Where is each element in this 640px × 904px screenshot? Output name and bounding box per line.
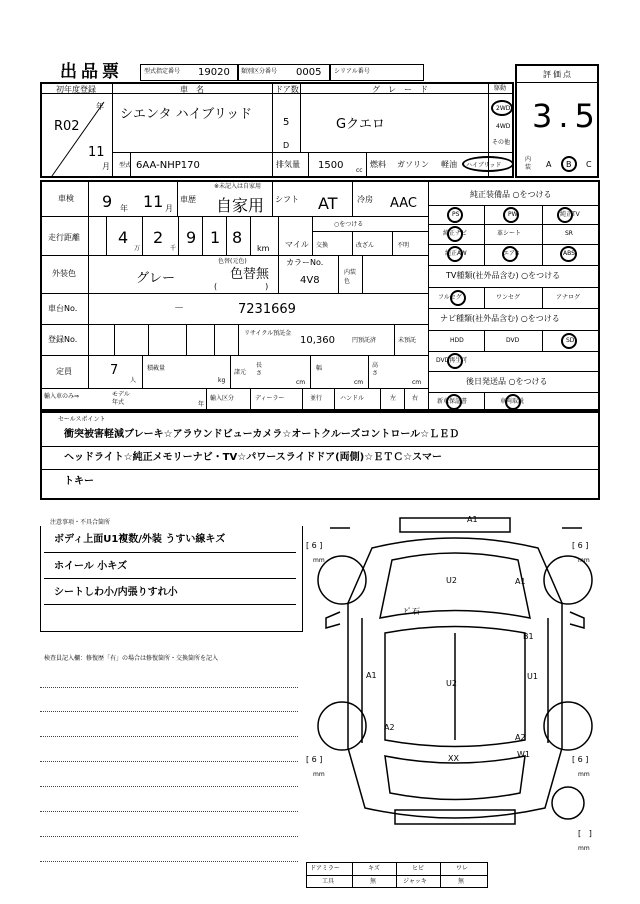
door-d: D (283, 141, 290, 150)
height-cm: cm (412, 379, 422, 386)
odo-unknown: 不明 (397, 242, 410, 249)
mileage-sen: 千 (170, 245, 177, 252)
fuel-gasoline: ガソリン (397, 160, 429, 169)
tread-spare: [ ] (578, 829, 592, 838)
height-label: 高さ (372, 362, 379, 377)
history-note: ※未記入は自家用 (214, 183, 262, 190)
model-year-unit: 年 (198, 401, 205, 408)
mileage-digit-3: 9 (186, 228, 197, 247)
sales-line-1: 衝突被害軽減ブレーキ☆アラウンドビューカメラ☆オートクルーズコントロール☆ＬＥＤ (64, 429, 460, 440)
opt-tv-circle (557, 207, 573, 223)
ac-label: 冷房 (357, 195, 373, 204)
handle-left: 左 (390, 395, 397, 402)
odo-note: ○をつける (334, 221, 364, 228)
tread-fr-unit: mm (578, 557, 590, 564)
fuel-label: 燃料 (370, 160, 386, 169)
tv-fullseg-circle (450, 290, 466, 306)
person-unit: 人 (130, 377, 137, 384)
legend-h3: ヒビ (412, 865, 425, 872)
tread-fl: [ 6 ] (306, 541, 323, 550)
inspection-month-unit: 月 (165, 204, 173, 213)
inspector-label: 検査員記入欄：修復歴「有」の場合は修復箇所・交換箇所を記入 (44, 655, 219, 662)
score-value: 3.5 (532, 97, 601, 135)
mark-a1-left: A1 (366, 671, 377, 680)
model-code-label: 型式指定番号 (144, 68, 181, 75)
history-value: 自家用 (216, 196, 265, 215)
inspection-label: 車検 (58, 194, 74, 203)
year-unit: 年 (96, 102, 104, 111)
tv-oneseg: ワンセグ (496, 294, 521, 301)
category-code: 0005 (296, 67, 322, 78)
mark-w1: W1 (517, 750, 530, 759)
shift-value: AT (318, 194, 338, 213)
tv-title: TV種類(社外品含む) ○をつける (446, 271, 561, 280)
model-code: 19020 (198, 67, 230, 78)
serial-label: シリアル番号 (334, 68, 370, 75)
color-no: 4V8 (300, 275, 320, 286)
load-label: 積載量 (147, 365, 166, 372)
reg-no-label: 登録No. (48, 335, 78, 344)
later-manual-circle (446, 394, 462, 410)
later-handbook-circle (505, 394, 521, 410)
fuel-diesel: 軽油 (441, 160, 457, 169)
inspection-year: 9 (102, 192, 113, 211)
interior-b: B (566, 160, 572, 169)
odo-swap: 交換 (316, 242, 329, 249)
notes-label: 注意事項・不具合箇所 (50, 519, 111, 526)
ac-value: AAC (390, 196, 417, 211)
opt-sr: SR (565, 230, 573, 237)
tread-rl: [ 6 ] (306, 755, 323, 764)
notes-line-1: ボディ上面U1複数/外装 うすい線キズ (54, 534, 226, 545)
shift-label: シフト (275, 195, 299, 204)
mark-a1-top: A1 (467, 515, 478, 524)
drive-4wd: 4WD (496, 123, 511, 130)
interior-b-circle (561, 156, 577, 172)
mark-xx: XX (448, 754, 459, 763)
first-reg-label: 初年度登録 (56, 85, 96, 94)
import-type-label: 輸入区分 (210, 395, 235, 402)
history-label: 車歴 (180, 195, 196, 204)
mark-u2-top: U2 (446, 576, 457, 585)
mark-u2-mid: U2 (446, 679, 457, 688)
opt-aw: 純正AW (445, 250, 467, 257)
inspection-month: 11 (143, 192, 164, 211)
width-cm: cm (354, 379, 364, 386)
car-name-label: 車 名 (180, 85, 204, 94)
km-unit: km (257, 244, 270, 253)
sales-line-3: トキー (64, 476, 94, 487)
width-label: 幅 (316, 365, 323, 372)
car-name: シエンタ ハイブリッド (120, 107, 253, 122)
inspection-year-unit: 年 (120, 204, 128, 213)
length-cm: cm (296, 379, 306, 386)
opt-abs-circle (560, 246, 577, 262)
legend-r2: 無 (370, 878, 377, 885)
load-kg: kg (218, 377, 226, 384)
legend-r3: ジャッキ (403, 878, 427, 885)
opt-pw: PW (508, 211, 518, 218)
opt-pw-circle (503, 207, 519, 223)
opt-abs: ABS (563, 250, 575, 257)
opt-navi-circle (447, 226, 463, 242)
recycle-unpaid: 未預託 (398, 337, 417, 344)
navi-dvd-play-circle (447, 353, 463, 369)
mileage-digit-5: 8 (232, 228, 243, 247)
later-handbook: 車両取説 (500, 398, 525, 405)
grade-value: Gクエロ (336, 117, 385, 132)
tread-fl-unit: mm (313, 557, 325, 564)
length-label: 長さ (256, 362, 263, 377)
opt-leather: 革シート (497, 230, 522, 237)
displacement-label: 排気量 (276, 160, 300, 169)
mileage-digit-4: 1 (210, 228, 221, 247)
sales-line-2: ヘッドライト☆純正メモリーナビ・TV☆パワースライドドア(両側)☆ＥＴＣ☆スマー (64, 452, 442, 463)
page-title: 出品票 (60, 62, 123, 82)
model-value: 6AA-NHP170 (136, 160, 200, 171)
mileage-label: 走行距離 (48, 233, 80, 242)
mark-b1: B1 (523, 632, 534, 641)
doors-value: 5 (283, 117, 290, 128)
odo-mod: 改ざん (356, 242, 375, 249)
opt-airbag-circle (502, 246, 518, 262)
grade-label: グ レ ー ド (372, 85, 428, 94)
recycle-label: リサイクル預託金 (244, 330, 292, 337)
category-code-label: 類別区分番号 (241, 68, 278, 75)
model-year-label: モデル年式 (112, 391, 130, 406)
navi-sd: SD (566, 337, 575, 344)
mark-u1: U1 (527, 672, 538, 681)
opt-airbag: エアB (503, 250, 520, 257)
color-value: グレー (136, 271, 176, 286)
sales-label: セールスポイント (58, 416, 106, 423)
genuine-title: 純正装備品 ○をつける (470, 190, 552, 199)
legend-r4: 無 (458, 878, 465, 885)
import-label: 輸入車のみ⇒ (44, 393, 80, 400)
fuel-hybrid: ハイブリッド (466, 162, 502, 169)
navi-sd-circle (561, 333, 577, 349)
color-label: 外装色 (52, 269, 76, 278)
color-change-label: 色替(元色) (218, 258, 247, 265)
int-color-label: 内装色 (344, 269, 357, 285)
import-dealer: ディーラー (255, 395, 285, 402)
mark-a2-right: A2 (515, 733, 526, 742)
month-unit: 月 (102, 162, 110, 171)
legend-h2: キズ (368, 865, 380, 872)
tread-fr: [ 6 ] (572, 541, 589, 550)
legend-h1: ドアミラー (310, 865, 340, 872)
first-reg-year: R02 (54, 119, 80, 134)
opt-ps: PS (452, 211, 460, 218)
drive-label: 駆動 (494, 85, 507, 92)
mark-a1-right: A1 (515, 577, 526, 586)
navi-title: ナビ種類(社外品含む) ○をつける (440, 314, 560, 323)
notes-line-2: ホイール 小キズ (54, 561, 128, 572)
drive-2wd-circle (491, 100, 513, 116)
mark-stone: ﾋﾟ石 (404, 607, 420, 616)
interior-a: A (546, 160, 552, 169)
tv-fullseg: フルセグ (438, 294, 462, 301)
chassis-label: 車台No. (48, 304, 78, 313)
opt-aw-circle (447, 246, 463, 262)
chassis-no: 7231669 (238, 302, 296, 317)
mark-a2-left: A2 (384, 723, 395, 732)
doors-label: ドア数 (275, 85, 299, 94)
recycle-amount: 10,360 (300, 335, 335, 346)
tread-rl-unit: mm (313, 771, 325, 778)
opt-navi: 純正ナビ (443, 230, 468, 237)
interior-c: C (586, 160, 592, 169)
drive-other: その他 (492, 139, 511, 146)
mileage-digit-2: 2 (153, 228, 164, 247)
notes-line-3: シートしわ小/内張りすれ小 (54, 587, 178, 598)
handle-label: ハンドル (340, 395, 365, 402)
interior-label: 内装 (525, 156, 532, 171)
model-label: 型式 (119, 162, 132, 169)
color-change-value: 色替無 (230, 267, 270, 282)
navi-dvd-play: DVD再生可 (436, 357, 468, 364)
mileage-man: 万 (134, 245, 141, 252)
tv-analog: アナログ (556, 294, 581, 301)
legend-r1: 工具 (322, 878, 335, 885)
tread-rr-unit: mm (578, 771, 590, 778)
mile-label: マイル (285, 240, 309, 249)
cc-unit: cc (356, 167, 363, 174)
later-title: 後日発送品 ○をつける (466, 377, 548, 386)
fuel-hybrid-circle (462, 156, 514, 172)
legend-h4: ワレ (456, 865, 469, 872)
navi-dvd: DVD (506, 337, 520, 344)
import-parallel: 並行 (310, 395, 323, 402)
first-reg-month: 11 (88, 145, 105, 160)
displacement-value: 1500 (318, 160, 344, 171)
opt-tv: 純正TV (560, 211, 580, 218)
color-no-label: カラーNo. (286, 258, 324, 267)
capacity-label: 定員 (56, 367, 72, 376)
drive-2wd: 2WD (496, 105, 511, 112)
score-label: 評価点 (543, 70, 573, 79)
tread-spare-unit: mm (578, 845, 590, 852)
color-change-paren: ( ) (214, 282, 269, 291)
later-manual: 新車保証書 (437, 398, 468, 405)
dimension-label: 諸元 (234, 369, 247, 376)
mileage-digit-1: 4 (118, 228, 129, 247)
tread-rr: [ 6 ] (572, 755, 589, 764)
navi-hdd: HDD (450, 337, 464, 344)
opt-ps-circle (447, 207, 463, 223)
chassis-dash: － (174, 303, 184, 314)
capacity-value: 7 (110, 363, 119, 378)
recycle-paid: 円預託済 (352, 337, 377, 344)
handle-right: 右 (412, 395, 419, 402)
